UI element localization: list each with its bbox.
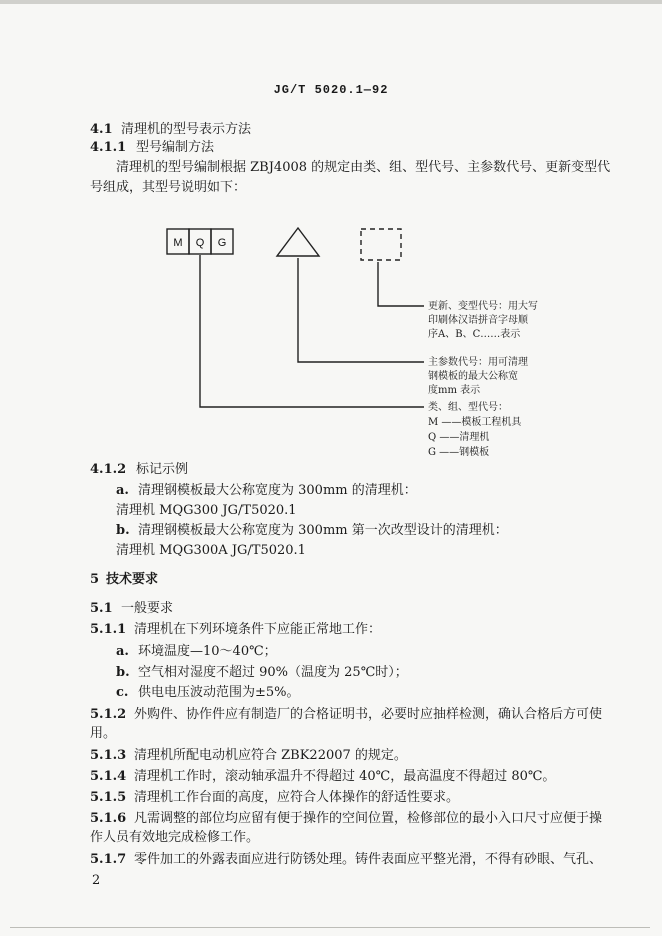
section-4-1-title: 清理机的型号表示方法: [121, 122, 252, 137]
condition-text: 环境温度—10～40℃；: [138, 644, 277, 659]
section-5-1-4-number: 5.1.4: [90, 769, 127, 784]
note-class-line: M ——模板工程机具: [428, 417, 522, 428]
section-4-1-1-number: 4.1.1: [90, 140, 127, 155]
note-param-line: 主参数代号：用可清理: [428, 357, 528, 368]
section-5-1-2-line: 外购件、协作件应有制造厂的合格证明书，必要时应抽样检测，确认合格后方可使: [134, 707, 603, 722]
section-5-1-3-number: 5.1.3: [90, 748, 127, 763]
section-5-number: 5: [90, 572, 100, 587]
condition-label: c.: [116, 685, 129, 700]
code-box-g: [211, 229, 233, 254]
note-param-line: 度mm 表示: [428, 385, 481, 396]
example-a-mark: 清理机 MQG300 JG/T5020.1: [116, 503, 297, 518]
note-param-line: 钢模板的最大公称宽: [428, 371, 518, 382]
note-update-line: 印刷体汉语拼音字母顺: [428, 315, 528, 326]
condition-text: 供电电压波动范围为±5%。: [138, 685, 300, 700]
note-class-line: 类、组、型代号：: [428, 402, 508, 413]
paragraph-line: 号组成，其型号说明如下：: [90, 180, 247, 195]
section-5-1-2-line: 用。: [90, 726, 117, 741]
leader-line-update: [378, 262, 424, 306]
code-box-q: [189, 229, 211, 254]
page-header: JG/T 5020.1—92: [273, 83, 389, 97]
condition-label: a.: [116, 644, 129, 659]
section-5-1-6-number: 5.1.6: [90, 811, 127, 826]
section-4-1-2-title: 标记示例: [136, 462, 189, 477]
scan-edge: [0, 0, 662, 4]
example-b-mark: 清理机 MQG300A JG/T5020.1: [116, 543, 306, 558]
section-5-1-1-number: 5.1.1: [90, 622, 127, 637]
section-5-1-6-line: 作人员有效地完成检修工作。: [90, 830, 260, 845]
example-b-label: b.: [116, 523, 130, 538]
note-update-line: 序A、B、C……表示: [428, 329, 521, 340]
section-5-1-4-text: 清理机工作时，滚动轴承温升不得超过 40℃，最高温度不得超过 80℃。: [134, 769, 556, 784]
condition-label: b.: [116, 665, 130, 680]
note-update-line: 更新、变型代号：用大写: [428, 301, 538, 312]
section-5-1-3-text: 清理机所配电动机应符合 ZBK22007 的规定。: [134, 748, 407, 763]
leader-line-param: [298, 258, 424, 362]
section-5-1-1-title: 清理机在下列环境条件下应能正常地工作：: [134, 622, 382, 637]
section-5-1-7-number: 5.1.7: [90, 852, 127, 867]
variant-dashed-box: [361, 229, 401, 260]
section-4-1-number: 4.1: [90, 122, 113, 137]
section-5-1-5-text: 清理机工作台面的高度，应符合人体操作的舒适性要求。: [134, 790, 460, 805]
section-5-title: 技术要求: [106, 572, 159, 587]
leader-line-class: [200, 255, 424, 407]
condition-text: 空气相对湿度不超过 90%（温度为 25℃时）；: [138, 665, 408, 680]
section-5-1-5-number: 5.1.5: [90, 790, 127, 805]
section-4-1-1-title: 型号编制方法: [136, 140, 215, 155]
paragraph-line: 清理机的型号编制根据 ZBJ4008 的规定由类、组、型代号、主参数代号、更新变型代: [116, 160, 611, 175]
section-5-1-6-line: 凡需调整的部位均应留有便于操作的空间位置，检修部位的最小入口尺寸应便于操: [134, 811, 603, 826]
page-number: 2: [92, 873, 101, 888]
code-letter-q: Q: [195, 237, 205, 249]
code-letter-m: M: [173, 237, 183, 249]
note-class-line: Q ——清理机: [428, 432, 490, 443]
scan-edge: [10, 927, 650, 928]
section-5-1-2-number: 5.1.2: [90, 707, 127, 722]
section-5-1-number: 5.1: [90, 601, 113, 616]
code-box-m: [167, 229, 189, 254]
parameter-triangle: [277, 228, 319, 256]
note-class-line: G ——钢模板: [428, 447, 490, 458]
example-a-label: a.: [116, 483, 129, 498]
section-5-1-7-text: 零件加工的外露表面应进行防锈处理。铸件表面应平整光滑，不得有砂眼、气孔、: [134, 852, 603, 867]
code-letter-g: G: [217, 237, 227, 249]
section-4-1-2-number: 4.1.2: [90, 462, 127, 477]
section-5-1-title: 一般要求: [121, 601, 174, 616]
example-b-text: 清理钢模板最大公称宽度为 300mm 第一次改型设计的清理机：: [138, 523, 508, 538]
example-a-text: 清理钢模板最大公称宽度为 300mm 的清理机：: [138, 483, 417, 498]
